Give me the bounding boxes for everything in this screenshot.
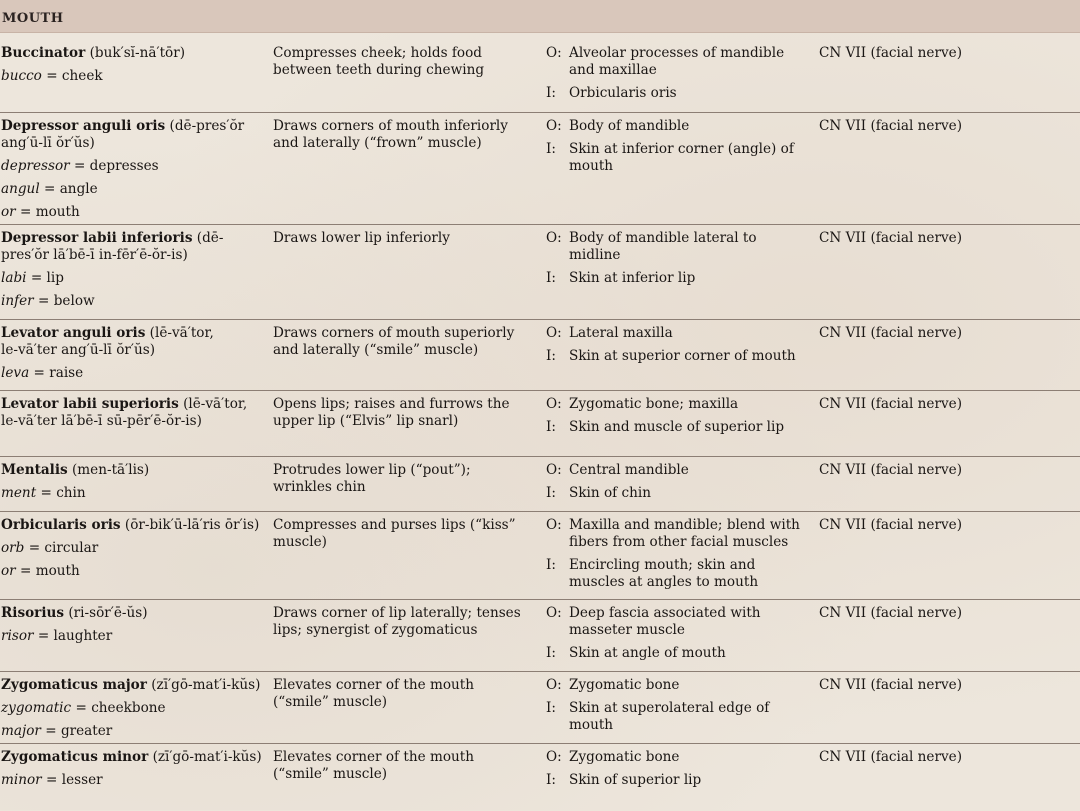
muscle-heading — [1, 605, 266, 622]
innervation-cell — [819, 230, 1079, 247]
origin-insertion-cell — [546, 325, 811, 371]
etymology-meaning: = below — [33, 293, 95, 309]
insertion-text: Skin at inferior corner (angle) of mouth — [569, 141, 794, 174]
etymology-word: leva — [1, 365, 30, 381]
origin-insertion-cell — [546, 677, 811, 740]
origin-label: O: — [546, 462, 562, 478]
insertion-label: I: — [546, 419, 556, 435]
insertion-block — [546, 700, 811, 734]
etymology-entry — [1, 540, 266, 557]
origin-block — [546, 118, 811, 135]
origin-text: Zygomatic bone — [569, 677, 680, 693]
table-row — [0, 112, 1080, 225]
etymology-meaning: = mouth — [15, 563, 80, 579]
muscle-heading — [1, 396, 266, 413]
etymology-entry — [1, 365, 266, 382]
origin-label: O: — [546, 749, 562, 765]
insertion-block — [546, 270, 811, 287]
innervation-cell — [819, 462, 1079, 479]
origin-insertion-cell — [546, 230, 811, 293]
insertion-text: Skin at superolateral edge of mouth — [569, 700, 770, 733]
action-text: (“smile” muscle) — [273, 694, 388, 710]
muscle-heading — [1, 462, 266, 479]
action-text: Opens lips; raises and furrows the — [273, 396, 510, 412]
origin-block — [546, 749, 811, 766]
muscle-name: Depressor anguli oris — [1, 118, 166, 134]
table-row — [0, 671, 1080, 744]
etymology-word: zygomatic — [1, 700, 72, 716]
muscle-heading — [1, 517, 266, 534]
insertion-label: I: — [546, 700, 556, 716]
muscle-name-cell — [1, 462, 266, 502]
muscle-name: Mentalis — [1, 462, 68, 478]
muscle-name: Orbicularis oris — [1, 517, 121, 533]
innervation-text: CN VII (facial nerve) — [819, 45, 962, 61]
etymology-meaning: = raise — [29, 365, 84, 381]
table-row — [0, 319, 1080, 391]
etymology-meaning: = circular — [24, 540, 99, 556]
origin-insertion-cell — [546, 605, 811, 668]
muscle-heading — [1, 45, 266, 62]
origin-block — [546, 325, 811, 342]
muscle-name-cell — [1, 517, 266, 580]
etymology-entry — [1, 700, 266, 717]
etymology-entry — [1, 158, 266, 175]
insertion-block — [546, 85, 811, 102]
muscle-name: Buccinator — [1, 45, 86, 61]
origin-label: O: — [546, 396, 562, 412]
insertion-text: Skin at angle of mouth — [569, 645, 726, 661]
etymology-word: infer — [1, 293, 34, 309]
action-text: and laterally (“smile” muscle) — [273, 342, 479, 358]
insertion-text: Encircling mouth; skin and muscles at angles to mouth — [569, 557, 759, 590]
origin-block — [546, 45, 811, 79]
muscle-name-cell — [1, 396, 266, 430]
etymology-meaning: = greater — [40, 723, 113, 739]
insertion-text: Orbicularis oris — [569, 85, 677, 101]
etymology-entry — [1, 293, 266, 310]
insertion-text: Skin at inferior lip — [569, 270, 696, 286]
pronunciation: (lē-vā′tor, — [145, 325, 214, 341]
origin-label: O: — [546, 230, 562, 246]
etymology-meaning: = laughter — [33, 628, 113, 644]
origin-insertion-cell — [546, 749, 811, 795]
etymology-meaning: = lesser — [41, 772, 103, 788]
origin-text: Body of mandible — [569, 118, 690, 134]
insertion-text: Skin and muscle of superior lip — [569, 419, 785, 435]
muscle-name-cell — [1, 749, 266, 789]
origin-block — [546, 462, 811, 479]
origin-block — [546, 605, 811, 639]
insertion-block — [546, 772, 811, 789]
origin-block — [546, 517, 811, 551]
table-row — [0, 40, 1080, 112]
insertion-text: Skin at superior corner of mouth — [569, 348, 796, 364]
insertion-label: I: — [546, 85, 556, 101]
action-text: Elevates corner of the mouth — [273, 749, 474, 765]
origin-block — [546, 677, 811, 694]
action-text: wrinkles chin — [273, 479, 366, 495]
etymology-word: orb — [1, 540, 25, 556]
innervation-text: CN VII (facial nerve) — [819, 396, 962, 412]
origin-label: O: — [546, 677, 562, 693]
muscle-heading — [1, 118, 266, 135]
action-cell — [273, 605, 538, 639]
muscle-name-cell — [1, 230, 266, 310]
action-cell — [273, 462, 538, 496]
origin-text: Lateral maxilla — [569, 325, 673, 341]
muscle-name: Zygomaticus minor — [1, 749, 149, 765]
action-text: upper lip (“Elvis” lip snarl) — [273, 413, 459, 429]
origin-text: Zygomatic bone — [569, 749, 680, 765]
insertion-block — [546, 348, 811, 365]
innervation-text: CN VII (facial nerve) — [819, 749, 962, 765]
action-cell — [273, 396, 538, 430]
etymology-meaning: = lip — [26, 270, 64, 286]
pronunciation: (dē-pres′ŏr — [165, 118, 245, 134]
innervation-text: CN VII (facial nerve) — [819, 325, 962, 341]
etymology-meaning: = cheek — [41, 68, 103, 84]
muscle-name-cell — [1, 325, 266, 382]
action-text: Elevates corner of the mouth — [273, 677, 474, 693]
etymology-meaning: = depresses — [69, 158, 159, 174]
innervation-text: CN VII (facial nerve) — [819, 462, 962, 478]
action-text: lips; synergist of zygomaticus — [273, 622, 478, 638]
pronunciation: (buk′sĭ-nā′tōr) — [85, 45, 186, 61]
etymology-entry — [1, 772, 266, 789]
pronunciation: (dē-pres′ŏr lā′bē-ī in-fēr′ē-ŏr-is) — [1, 230, 224, 263]
insertion-label: I: — [546, 270, 556, 286]
origin-insertion-cell — [546, 45, 811, 108]
muscle-name-cell — [1, 605, 266, 645]
muscle-heading — [1, 325, 266, 342]
origin-block — [546, 230, 811, 264]
muscle-name-cell — [1, 45, 266, 85]
innervation-cell — [819, 749, 1079, 766]
origin-insertion-cell — [546, 396, 811, 442]
etymology-word: labi — [1, 270, 27, 286]
action-cell — [273, 230, 538, 247]
action-text: between teeth during chewing — [273, 62, 485, 78]
muscle-name-cell — [1, 118, 266, 221]
pronunciation-continued: ang′ū-lī ŏr′ŭs) — [1, 135, 95, 151]
muscle-heading — [1, 230, 266, 264]
muscle-name: Risorius — [1, 605, 65, 621]
action-text: Draws corners of mouth inferiorly — [273, 118, 508, 134]
table-row — [0, 456, 1080, 512]
action-text: Draws lower lip inferiorly — [273, 230, 450, 246]
action-text: Compresses and purses lips (“kiss” — [273, 517, 516, 533]
origin-text: Zygomatic bone; maxilla — [569, 396, 739, 412]
insertion-block — [546, 141, 811, 175]
pronunciation: (ri-sōr′ē-ŭs) — [64, 605, 148, 621]
etymology-entry — [1, 628, 266, 645]
innervation-text: CN VII (facial nerve) — [819, 118, 962, 134]
muscle-name-cell — [1, 677, 266, 740]
pronunciation: (lē-vā′tor, — [178, 396, 248, 412]
origin-label: O: — [546, 45, 562, 61]
muscle-heading — [1, 677, 266, 694]
innervation-text: CN VII (facial nerve) — [819, 230, 962, 246]
origin-label: O: — [546, 325, 562, 341]
section-header-band — [0, 0, 1080, 33]
action-cell — [273, 517, 538, 551]
muscle-name: Levator labii superioris — [1, 396, 179, 412]
etymology-word: angul — [1, 181, 40, 197]
etymology-entry — [1, 563, 266, 580]
origin-text: Alveolar processes of mandible and maxillae — [569, 45, 785, 78]
origin-text: Deep fascia associated with masseter muscle — [569, 605, 761, 638]
insertion-label: I: — [546, 557, 556, 573]
etymology-word: bucco — [1, 68, 42, 84]
action-text: Protrudes lower lip (“pout”); — [273, 462, 471, 478]
pronunciation: (zī′gō-mat′i-kŭs) — [148, 749, 262, 765]
origin-text: Body of mandible lateral to midline — [569, 230, 757, 263]
etymology-entry — [1, 181, 266, 198]
origin-label: O: — [546, 605, 562, 621]
etymology-word: minor — [1, 772, 42, 788]
innervation-cell — [819, 325, 1079, 342]
origin-text: Central mandible — [569, 462, 689, 478]
etymology-meaning: = cheekbone — [71, 700, 166, 716]
pronunciation-continued: le-vā′ter lā′bē-ī sū-pēr′ē-ŏr-is) — [1, 413, 202, 429]
insertion-block — [546, 557, 811, 591]
table-row — [0, 224, 1080, 320]
origin-text: Maxilla and mandible; blend with fibers from other facial muscles — [569, 517, 800, 550]
etymology-word: risor — [1, 628, 34, 644]
origin-block — [546, 396, 811, 413]
insertion-text: Skin of superior lip — [569, 772, 702, 788]
action-text: Draws corners of mouth superiorly — [273, 325, 515, 341]
origin-insertion-cell — [546, 462, 811, 508]
origin-label: O: — [546, 118, 562, 134]
insertion-label: I: — [546, 348, 556, 364]
insertion-block — [546, 645, 811, 662]
pronunciation: (zī′gō-mat′i-kŭs) — [146, 677, 261, 693]
pronunciation: (ōr-bik′ū-lā′ris ōr′is) — [120, 517, 260, 533]
action-text: muscle) — [273, 534, 327, 550]
muscle-heading — [1, 749, 266, 766]
etymology-word: major — [1, 723, 41, 739]
action-text: (“smile” muscle) — [273, 766, 388, 782]
etymology-meaning: = chin — [36, 485, 86, 501]
innervation-cell — [819, 118, 1079, 135]
insertion-label: I: — [546, 485, 556, 501]
action-text: and laterally (“frown” muscle) — [273, 135, 482, 151]
insertion-block — [546, 485, 811, 502]
etymology-entry — [1, 204, 266, 221]
innervation-text: CN VII (facial nerve) — [819, 677, 962, 693]
action-cell — [273, 677, 538, 711]
insertion-text: Skin of chin — [569, 485, 651, 501]
innervation-text: CN VII (facial nerve) — [819, 605, 962, 621]
pronunciation-continued: le-vā′ter ang′ū-lī ŏr′ŭs) — [1, 342, 155, 358]
innervation-cell — [819, 677, 1079, 694]
insertion-label: I: — [546, 141, 556, 157]
muscle-name: Levator anguli oris — [1, 325, 146, 341]
insertion-label: I: — [546, 645, 556, 661]
action-text: Compresses cheek; holds food — [273, 45, 482, 61]
etymology-entry — [1, 485, 266, 502]
pronunciation: (men-tā′lis) — [67, 462, 150, 478]
etymology-word: or — [1, 204, 16, 220]
etymology-meaning: = angle — [39, 181, 98, 197]
action-cell — [273, 118, 538, 152]
insertion-block — [546, 419, 811, 436]
muscle-name: Depressor labii inferioris — [1, 230, 193, 246]
innervation-cell — [819, 45, 1079, 62]
etymology-entry — [1, 723, 266, 740]
etymology-entry — [1, 270, 266, 287]
table-row — [0, 390, 1080, 457]
table-row — [0, 743, 1080, 811]
innervation-cell — [819, 605, 1079, 622]
origin-insertion-cell — [546, 118, 811, 181]
etymology-word: depressor — [1, 158, 70, 174]
table-row — [0, 511, 1080, 600]
table-row — [0, 599, 1080, 672]
etymology-word: ment — [1, 485, 37, 501]
innervation-cell — [819, 396, 1079, 413]
section-title: MOUTH — [2, 11, 64, 26]
innervation-text: CN VII (facial nerve) — [819, 517, 962, 533]
etymology-meaning: = mouth — [15, 204, 80, 220]
action-text: Draws corner of lip laterally; tenses — [273, 605, 521, 621]
muscle-name: Zygomaticus major — [1, 677, 147, 693]
action-cell — [273, 325, 538, 359]
etymology-word: or — [1, 563, 16, 579]
innervation-cell — [819, 517, 1079, 534]
origin-label: O: — [546, 517, 562, 533]
etymology-entry — [1, 68, 266, 85]
origin-insertion-cell — [546, 517, 811, 597]
action-cell — [273, 749, 538, 783]
insertion-label: I: — [546, 772, 556, 788]
action-cell — [273, 45, 538, 79]
